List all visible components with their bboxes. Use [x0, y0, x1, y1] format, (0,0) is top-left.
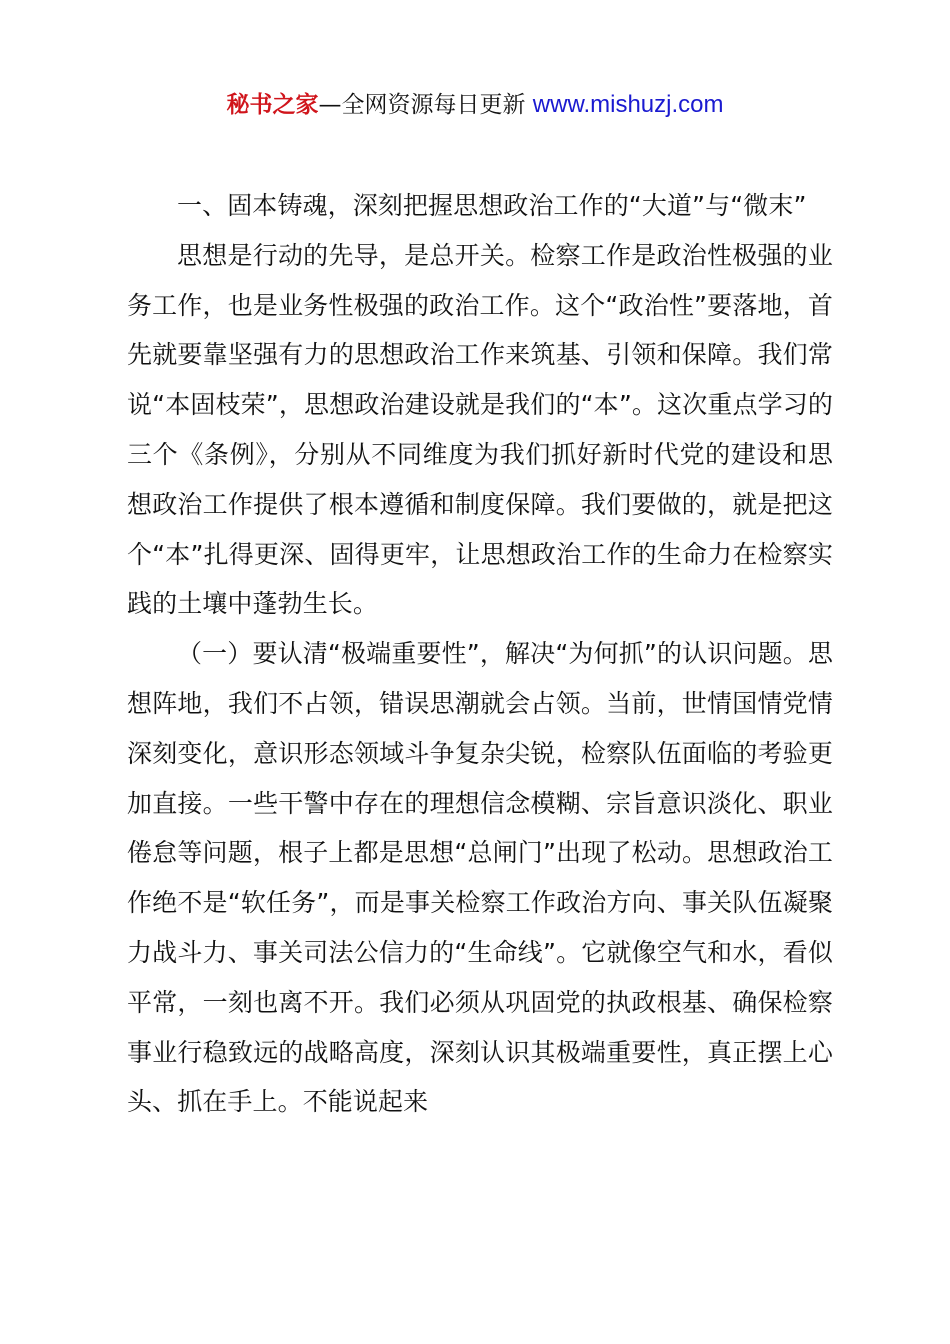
header-url-link[interactable]: www.mishuzj.com — [532, 91, 724, 118]
body-paragraph: （一）要认清“极端重要性”，解决“为何抓”的认识问题。思想阵地，我们不占领，错误思潮就会占领。当前，世情国情党情深刻变化，意识形态领域斗争复杂尖锐，检察队伍面临的考验更加直接。一些干警中存在的理想信念模糊、宗旨意识淡化、职业倦怠等问题，根子上都是思想“总闸门”出现了松动。思想政治工作绝不是“软任务”，而是事关检察工作政治方向、事关队伍凝聚力战斗力、事关司法公信力的“生命线”。它就像空气和水，看似平常，一刻也离不开。我们必须从巩固党的执政根基、确保检察事业行稳致远的战略高度，深刻认识其极端重要性，真正摆上心头、抓在手上。不能说起来 — [127, 639, 833, 1117]
page-header — [0, 88, 950, 122]
body-paragraph: 思想是行动的先导，是总开关。检察工作是政治性极强的业务工作，也是业务性极强的政治工作。这个“政治性”要落地，首先就要靠坚强有力的思想政治工作来筑基、引领和保障。我们常说“本固枝荣”，思想政治建设就是我们的“本”。这次重点学习的三个《条例》，分别从不同维度为我们抓好新时代党的建设和思想政治工作提供了根本遵循和制度保障。我们要做的，就是把这个“本”扎得更深、固得更牢，让思想政治工作的生命力在检察实践的土壤中蓬勃生长。 — [127, 240, 833, 619]
brand-name: 秘书之家 — [226, 92, 319, 118]
section-heading: 一、固本铸魂，深刻把握思想政治工作的“大道”与“微末” — [177, 191, 807, 220]
document-body — [127, 181, 833, 1127]
header-slogan: —全网资源每日更新 — [318, 92, 526, 118]
